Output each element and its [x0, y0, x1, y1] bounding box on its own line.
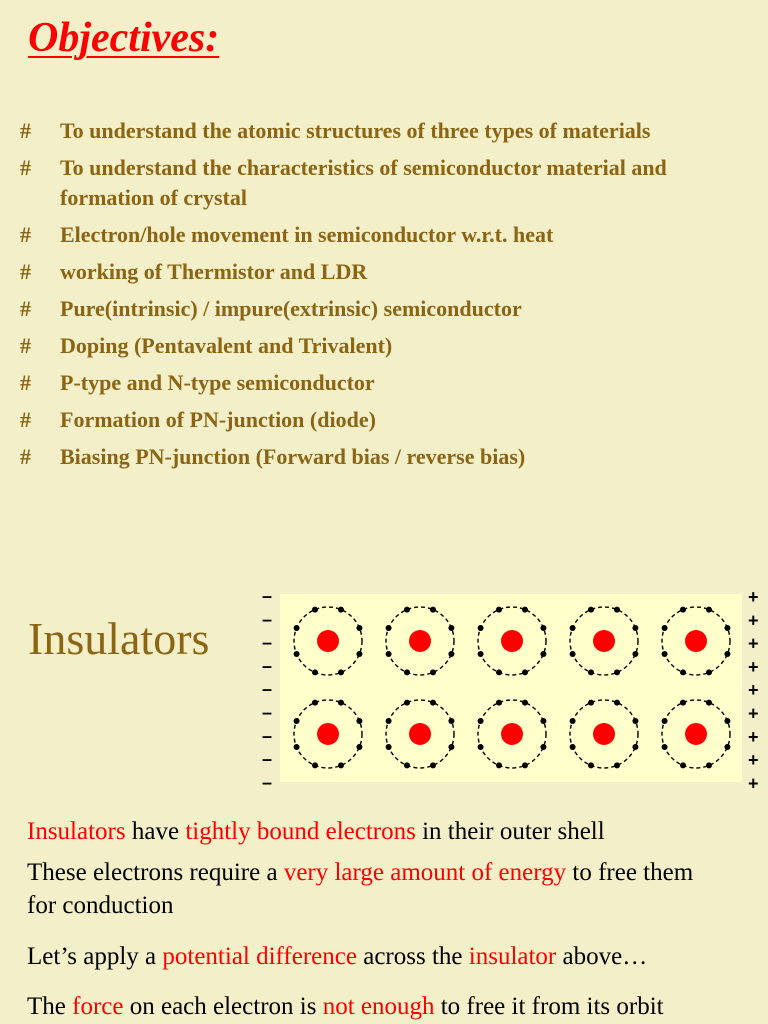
bullet-hash: #: [20, 259, 31, 284]
highlight-text: potential difference: [162, 943, 357, 970]
electron: [614, 700, 620, 706]
electron: [294, 744, 300, 750]
electron: [294, 625, 300, 631]
plus-sign: +: [748, 587, 759, 607]
electron: [430, 607, 436, 613]
bullet-hash: #: [20, 444, 31, 469]
plain-text: The: [27, 993, 73, 1020]
bullet-hash: #: [20, 333, 31, 358]
electron: [680, 700, 686, 706]
paragraph-2: [27, 856, 727, 922]
nucleus: [501, 630, 523, 652]
plus-sign: +: [748, 703, 759, 724]
minus-sign: –: [262, 609, 273, 630]
electron: [404, 669, 410, 675]
insulator-panel: [280, 594, 742, 782]
minus-sign: –: [262, 725, 273, 746]
electron: [680, 669, 686, 675]
electron: [294, 718, 300, 724]
minus-sign: –: [262, 679, 273, 700]
electron: [448, 718, 454, 724]
highlight-text: insulator: [468, 943, 557, 970]
electron: [404, 700, 410, 706]
electron: [588, 700, 594, 706]
electron: [662, 744, 668, 750]
electron: [706, 762, 712, 768]
list-item: [20, 294, 750, 324]
electron: [496, 762, 502, 768]
insulator-atom-diagram: [250, 586, 768, 792]
nucleus: [593, 630, 615, 652]
electron: [448, 744, 454, 750]
electron: [662, 718, 668, 724]
electron: [588, 607, 594, 613]
electron: [724, 744, 730, 750]
electron: [706, 700, 712, 706]
objective-text: To understand the atomic structures of three types of materials: [60, 118, 651, 143]
list-item: [20, 442, 750, 472]
list-item: [20, 257, 750, 287]
electron: [522, 762, 528, 768]
paragraph-4: [27, 990, 664, 1023]
highlight-text: not enough: [322, 993, 435, 1020]
minus-sign: –: [262, 702, 273, 723]
minus-sign: –: [262, 655, 273, 676]
electron: [430, 700, 436, 706]
electron: [356, 744, 362, 750]
nucleus: [409, 723, 431, 745]
electron: [540, 718, 546, 724]
section-title: Insulators: [28, 613, 210, 664]
electron: [478, 651, 484, 657]
electron: [588, 669, 594, 675]
electron: [614, 607, 620, 613]
electron: [478, 744, 484, 750]
bullet-hash: #: [20, 370, 31, 395]
list-item: [20, 153, 750, 213]
electron: [706, 607, 712, 613]
list-item: [20, 405, 750, 435]
paragraph-3: [27, 940, 647, 973]
electron: [338, 700, 344, 706]
plain-text: These electrons require a: [27, 859, 284, 886]
electron: [356, 625, 362, 631]
bullet-hash: #: [20, 296, 31, 321]
electron: [632, 744, 638, 750]
highlight-text: very large amount of energy: [283, 859, 567, 886]
electron: [430, 669, 436, 675]
nucleus: [501, 723, 523, 745]
objective-text: Formation of PN-junction (diode): [60, 407, 376, 432]
electron: [478, 718, 484, 724]
electron: [312, 669, 318, 675]
electron: [662, 651, 668, 657]
electron: [356, 718, 362, 724]
electron: [312, 700, 318, 706]
electron: [632, 718, 638, 724]
plus-sign: +: [748, 610, 759, 631]
electron: [570, 718, 576, 724]
minus-sign: –: [262, 772, 273, 792]
minus-sign: –: [262, 586, 273, 606]
electron: [386, 651, 392, 657]
electron: [404, 762, 410, 768]
electron: [614, 762, 620, 768]
plain-text: to free them for conduction: [27, 859, 694, 919]
electron: [632, 625, 638, 631]
electron: [570, 651, 576, 657]
objective-text: Doping (Pentavalent and Trivalent): [60, 333, 393, 358]
highlight-text: Insulators: [27, 818, 126, 845]
electron: [404, 607, 410, 613]
bullet-hash: #: [20, 222, 31, 247]
electron: [540, 744, 546, 750]
electron: [662, 625, 668, 631]
electron: [522, 700, 528, 706]
objective-text: P-type and N-type semiconductor: [60, 370, 375, 395]
electron: [540, 651, 546, 657]
plus-sign: +: [748, 773, 759, 792]
electron: [496, 607, 502, 613]
electron: [496, 669, 502, 675]
nucleus: [593, 723, 615, 745]
electron: [614, 669, 620, 675]
electron: [570, 625, 576, 631]
plus-sign: +: [748, 680, 759, 701]
minus-sign: –: [262, 632, 273, 653]
plain-text: have: [125, 818, 186, 845]
page-title: Objectives:: [28, 15, 220, 61]
plain-text: on each electron is: [123, 993, 323, 1020]
electron: [430, 762, 436, 768]
electron: [294, 651, 300, 657]
electron: [570, 744, 576, 750]
electron: [478, 625, 484, 631]
bullet-hash: #: [20, 155, 31, 180]
electron: [448, 651, 454, 657]
nucleus: [409, 630, 431, 652]
electron: [448, 625, 454, 631]
electron: [706, 669, 712, 675]
nucleus: [685, 723, 707, 745]
list-item: [20, 368, 750, 398]
bullet-hash: #: [20, 118, 31, 143]
plus-sign: +: [748, 750, 759, 771]
electron: [496, 700, 502, 706]
plain-text: in their outer shell: [415, 818, 605, 845]
electron: [356, 651, 362, 657]
plus-sign: +: [748, 633, 759, 654]
electron: [386, 744, 392, 750]
objective-text: Biasing PN-junction (Forward bias / reverse bias): [60, 444, 526, 469]
electron: [312, 607, 318, 613]
electron: [338, 762, 344, 768]
electron: [522, 607, 528, 613]
objective-text: To understand the characteristics of semiconductor material and formation of crystal: [60, 155, 667, 210]
plain-text: across the: [356, 943, 469, 970]
electron: [632, 651, 638, 657]
highlight-text: force: [72, 993, 124, 1020]
electron: [312, 762, 318, 768]
objective-text: working of Thermistor and LDR: [60, 259, 368, 284]
electron: [588, 762, 594, 768]
electron: [386, 718, 392, 724]
paragraph-1: [27, 815, 605, 848]
electron: [680, 607, 686, 613]
electron: [680, 762, 686, 768]
objectives-list: [20, 116, 750, 479]
electron: [338, 607, 344, 613]
list-item: [20, 331, 750, 361]
plus-sign: +: [748, 726, 759, 747]
electron: [386, 625, 392, 631]
objective-text: Electron/hole movement in semiconductor w.r.t. heat: [60, 222, 554, 247]
plain-text: above…: [556, 943, 648, 970]
electron: [724, 718, 730, 724]
nucleus: [685, 630, 707, 652]
electron: [540, 625, 546, 631]
nucleus: [317, 723, 339, 745]
nucleus: [317, 630, 339, 652]
electron: [724, 625, 730, 631]
objective-text: Pure(intrinsic) / impure(extrinsic) semiconductor: [60, 296, 522, 321]
list-item: [20, 116, 750, 146]
electron: [724, 651, 730, 657]
plain-text: Let’s apply a: [27, 943, 163, 970]
list-item: [20, 220, 750, 250]
plain-text: to free it from its orbit: [434, 993, 664, 1020]
highlight-text: tightly bound electrons: [185, 818, 416, 845]
bullet-hash: #: [20, 407, 31, 432]
electron: [522, 669, 528, 675]
electron: [338, 669, 344, 675]
plus-sign: +: [748, 656, 759, 677]
minus-sign: –: [262, 749, 273, 770]
